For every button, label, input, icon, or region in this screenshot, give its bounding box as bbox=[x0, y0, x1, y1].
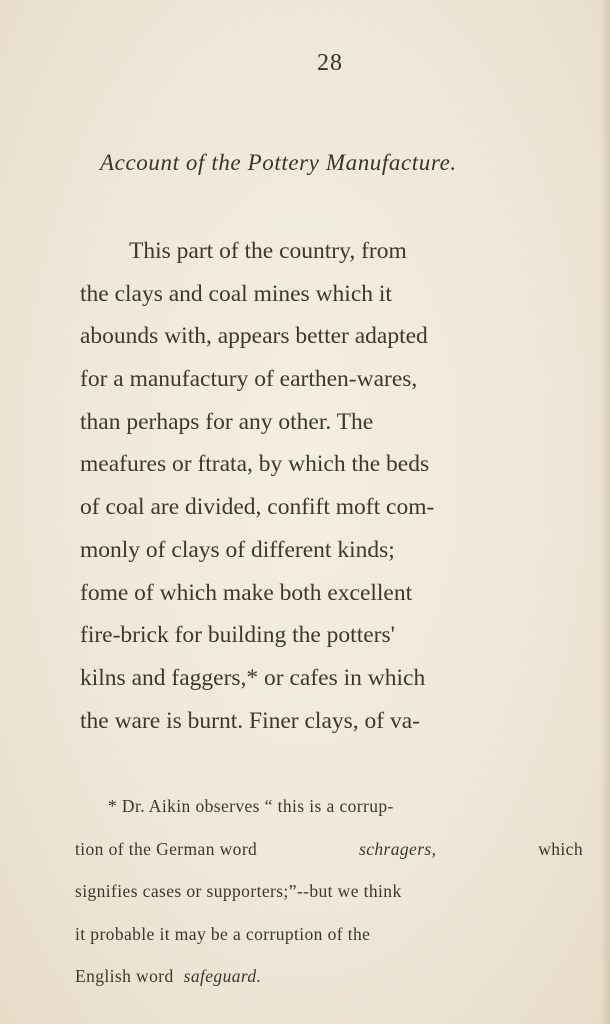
page-number: 28 bbox=[317, 50, 343, 76]
body-line-text: the ware is burnt. Finer clays, of va- bbox=[80, 707, 420, 734]
body-line-text: monly of clays of different kinds; bbox=[80, 536, 395, 563]
footnote-line bbox=[75, 828, 583, 871]
body-line-text: than perhaps for any other. The bbox=[80, 408, 374, 435]
body-text bbox=[80, 230, 584, 742]
footnote-italic-word: schragers, bbox=[359, 838, 437, 859]
body-line-text: This part of the country, from bbox=[129, 238, 407, 264]
body-line-text: abounds with, appears better adapted bbox=[80, 323, 428, 350]
footnote-line bbox=[75, 955, 583, 998]
body-line bbox=[80, 230, 584, 273]
footnote-line-text: * Dr. Aikin observes “ this is a corrup- bbox=[108, 796, 394, 816]
body-line-text: kilns and faggers,* or cafes in which bbox=[80, 664, 426, 691]
body-line-text: the clays and coal mines which it bbox=[80, 280, 392, 307]
footnote-line bbox=[75, 785, 583, 828]
body-line-text: fire-brick for building the potters' bbox=[80, 622, 395, 649]
body-line bbox=[80, 273, 584, 316]
body-line bbox=[80, 572, 584, 615]
footnote bbox=[75, 785, 583, 998]
body-line bbox=[80, 700, 584, 743]
footnote-line bbox=[75, 870, 583, 913]
body-line bbox=[80, 657, 584, 700]
body-line bbox=[80, 443, 584, 486]
body-line bbox=[80, 486, 584, 529]
body-line bbox=[80, 358, 584, 401]
footnote-line-text: signifies cases or supporters;”--but we think bbox=[75, 881, 402, 901]
footnote-italic-word: safeguard. bbox=[183, 966, 262, 986]
body-line bbox=[80, 529, 584, 572]
footnote-line-text: it probable it may be a corruption of the bbox=[75, 923, 371, 944]
body-line bbox=[80, 401, 584, 444]
footnote-line-text: tion of the German word bbox=[75, 838, 258, 859]
page-title: Account of the Pottery Manufacture. bbox=[100, 150, 457, 175]
body-line-text: meafures or ftrata, by which the beds bbox=[80, 451, 430, 478]
body-line bbox=[80, 614, 584, 657]
body-line bbox=[80, 315, 584, 358]
page-edge-shadow bbox=[600, 0, 610, 1024]
body-line-text: fome of which make both excellent bbox=[80, 579, 413, 606]
body-line-text: for a manufactury of earthen-wares, bbox=[80, 366, 418, 393]
footnote-line-text: English word bbox=[75, 966, 174, 986]
footnote-line-text: which bbox=[538, 838, 583, 859]
footnote-line bbox=[75, 913, 583, 956]
body-line-text: of coal are divided, confift moft com- bbox=[80, 494, 435, 521]
